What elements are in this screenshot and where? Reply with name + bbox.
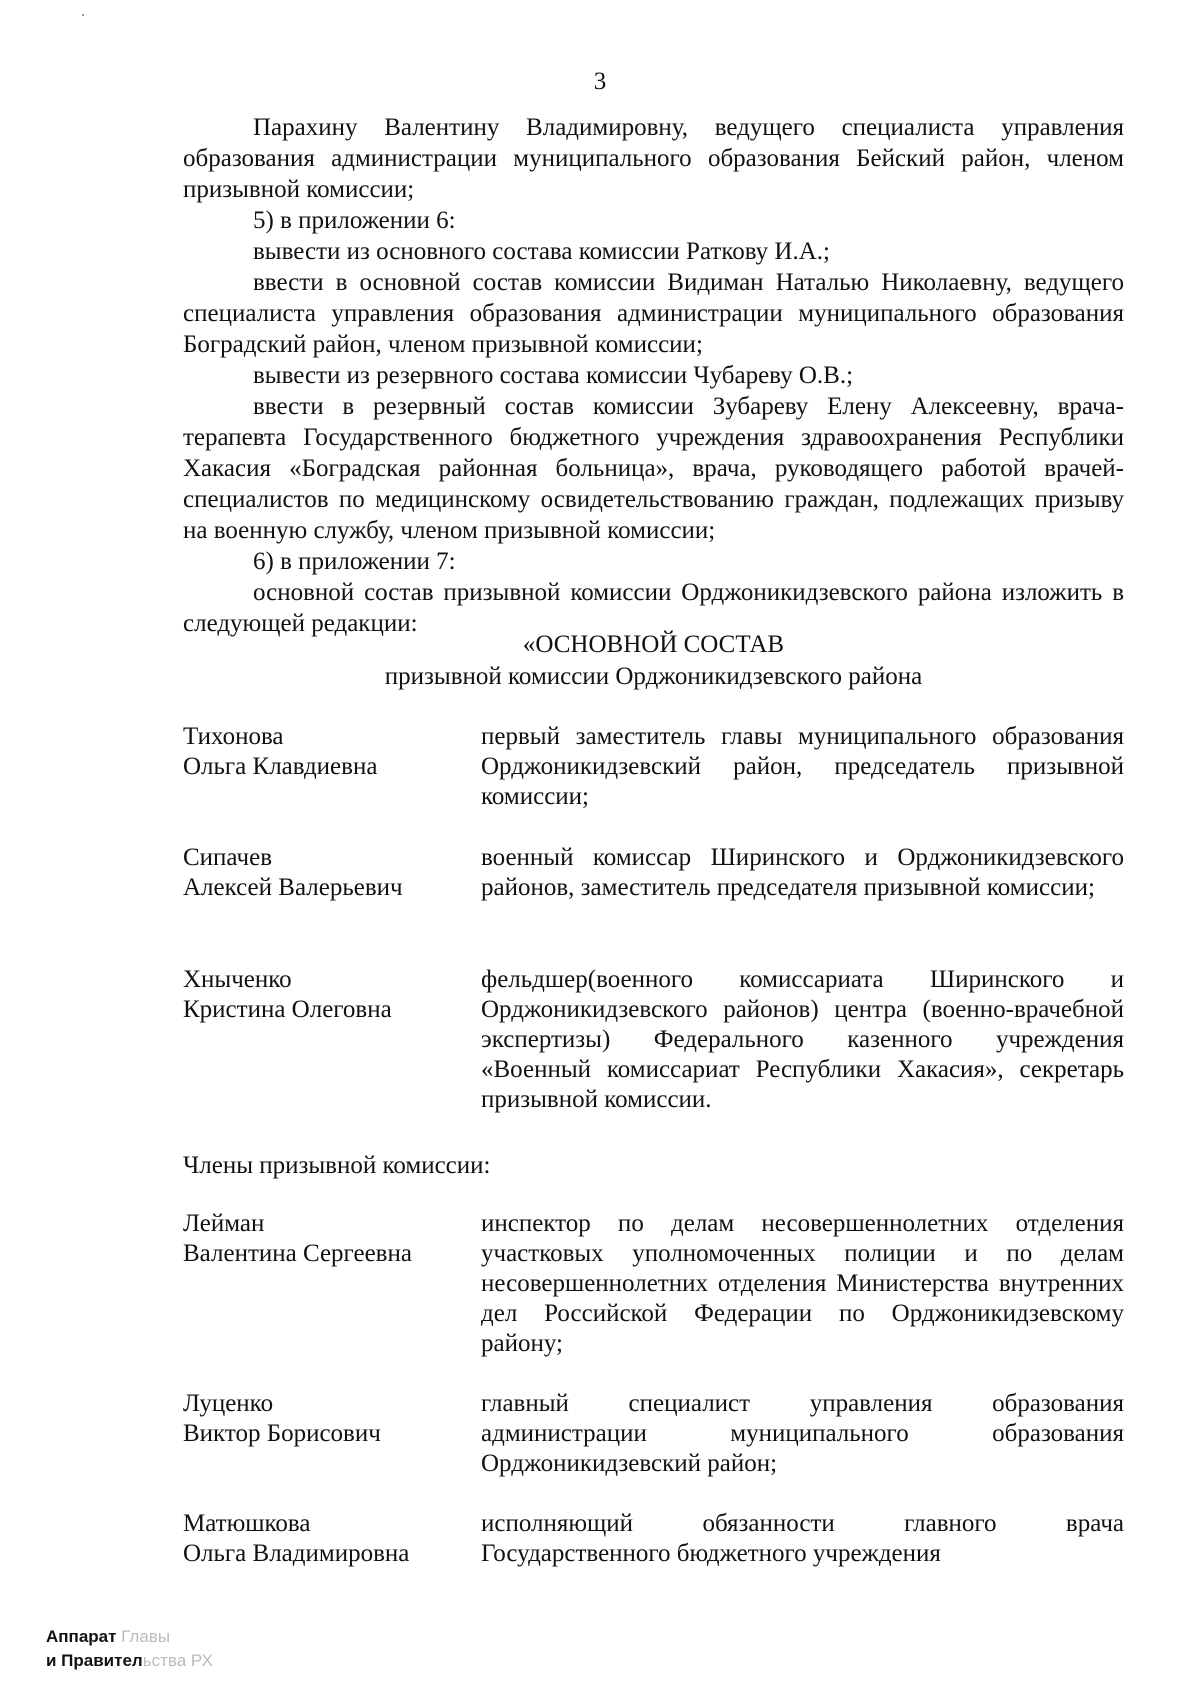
member-role: военный комиссар Ширинского и Орджоникидзевского районов, заместитель председателя призывной комиссии; — [481, 844, 1124, 901]
member-name — [183, 1389, 481, 1479]
office-stamp — [46, 1625, 213, 1673]
member-given-name: Кристина Олеговна — [183, 996, 392, 1023]
member-given-name: Валентина Сергеевна — [183, 1240, 412, 1267]
member-role: главный специалист управления образования администрации муниципального образования Орджоникидзевский район; — [481, 1390, 1124, 1477]
commission-member — [183, 1509, 1124, 1569]
scan-speck — [82, 14, 84, 16]
commission-entry-chair — [183, 722, 1124, 812]
member-role: первый заместитель главы муниципального образования Орджоникидзевский район, председатель призывной комиссии; — [481, 723, 1124, 810]
member-surname: Лейман — [183, 1210, 265, 1237]
paragraph: вывести из резервного состава комиссии Чубареву О.В.; — [253, 362, 854, 389]
member-role: исполняющий обязанности главного врача Государственного бюджетного учреждения — [481, 1510, 1124, 1567]
stamp-line1-faded: Главы — [121, 1627, 171, 1646]
member-name — [183, 722, 481, 812]
member-name — [183, 1209, 481, 1359]
member-surname: Матюшкова — [183, 1510, 311, 1537]
member-surname: Тихонова — [183, 723, 284, 750]
member-given-name: Ольга Клавдиевна — [183, 753, 378, 780]
stamp-line2-faded: ьства РХ — [142, 1651, 213, 1670]
member-surname: Хныченко — [183, 966, 292, 993]
paragraph: основной состав призывной комиссии Орджоникидзевского района изложить в следующей редакции: — [183, 579, 1124, 637]
member-given-name: Алексей Валерьевич — [183, 874, 403, 901]
members-label: Члены призывной комиссии: — [183, 1152, 491, 1179]
paragraph: 6) в приложении 7: — [253, 548, 456, 575]
section-heading: «ОСНОВНОЙ СОСТАВ — [522, 631, 785, 658]
member-name — [183, 965, 481, 1115]
paragraph: Парахину Валентину Владимировну, ведущего специалиста управления образования администрации муниципального образования Бейский район, членом призывной комиссии; — [183, 114, 1124, 203]
member-surname: Луценко — [183, 1390, 274, 1417]
page-number: 3 — [593, 68, 607, 95]
member-given-name: Виктор Борисович — [183, 1420, 381, 1447]
member-given-name: Ольга Владимировна — [183, 1540, 410, 1567]
section-subheading: призывной комиссии Орджоникидзевского района — [384, 663, 923, 690]
body-text — [183, 112, 1124, 639]
commission-entry-secretary — [183, 965, 1124, 1115]
paragraph: ввести в резервный состав комиссии Зубареву Елену Алексеевну, врача-терапевта Государственного бюджетного учреждения здравоохранения Республики Хакасия «Боградская районная больница», врача, руководящего работой врачей-специалистов по медицинскому освидетельствованию граждан, подлежащих призыву на военную службу, членом призывной комиссии; — [183, 393, 1124, 544]
stamp-line1-bold: Аппарат — [46, 1627, 117, 1646]
commission-member — [183, 1209, 1124, 1359]
paragraph: вывести из основного состава комиссии Раткову И.А.; — [253, 238, 830, 265]
member-role: инспектор по делам несовершеннолетних отделения участковых уполномоченных полиции и по делам несовершеннолетних отделения Министерства внутренних дел Российской Федерации по Орджоникидзевскому району; — [481, 1210, 1124, 1357]
commission-entry-deputy-chair — [183, 843, 1124, 903]
member-name — [183, 1509, 481, 1569]
member-name — [183, 843, 481, 903]
paragraph: 5) в приложении 6: — [253, 207, 456, 234]
stamp-line2-bold: и Правител — [46, 1651, 143, 1670]
member-surname: Сипачев — [183, 844, 273, 871]
member-role: фельдшер(военного комиссариата Ширинского и Орджоникидзевского районов) центра (военно-врачебной экспертизы) Федерального казенного учреждения «Военный комиссариат Республики Хакасия», секретарь призывной комиссии. — [481, 966, 1124, 1113]
paragraph: ввести в основной состав комиссии Видиман Наталью Николаевну, ведущего специалиста управления образования администрации муниципального образования Боградский район, членом призывной комиссии; — [183, 269, 1124, 358]
commission-member — [183, 1389, 1124, 1479]
